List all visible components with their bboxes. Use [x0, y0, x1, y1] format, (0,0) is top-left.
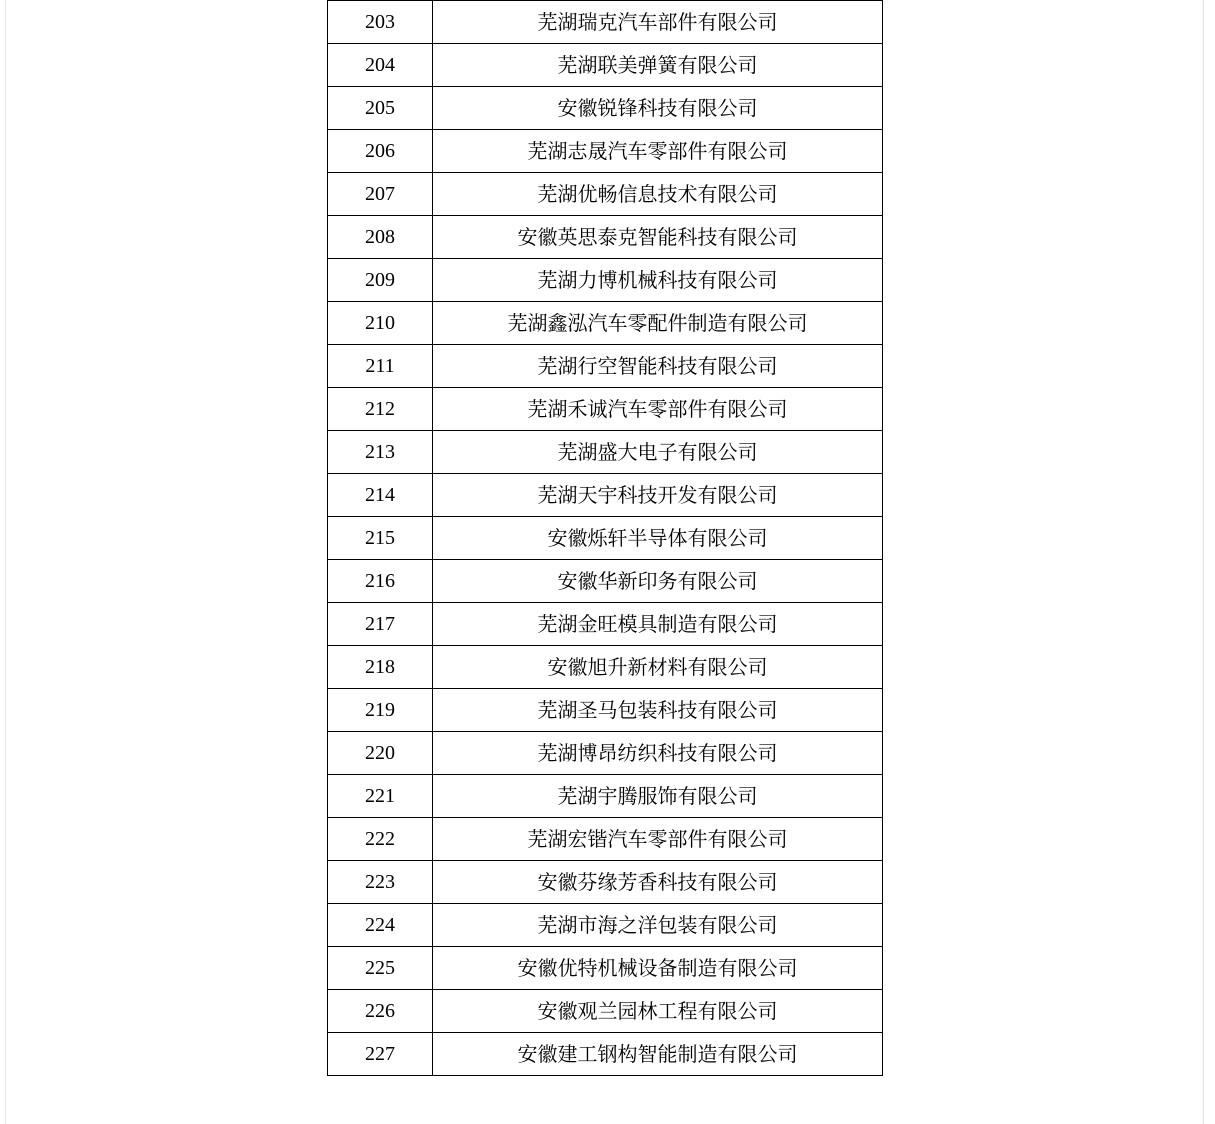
company-name-cell: 芜湖志晟汽车零部件有限公司 — [433, 130, 883, 173]
table-row — [328, 646, 883, 689]
row-number-cell: 219 — [328, 689, 433, 732]
table-row — [328, 259, 883, 302]
table-row — [328, 861, 883, 904]
company-name-cell: 芜湖力博机械科技有限公司 — [433, 259, 883, 302]
row-number-cell: 215 — [328, 517, 433, 560]
table-row — [328, 216, 883, 259]
row-number-cell: 224 — [328, 904, 433, 947]
company-name-cell: 安徽英思泰克智能科技有限公司 — [433, 216, 883, 259]
table-row — [328, 474, 883, 517]
table-row — [328, 388, 883, 431]
table-row — [328, 904, 883, 947]
row-number-cell: 204 — [328, 44, 433, 87]
row-number-cell: 227 — [328, 1033, 433, 1076]
row-number-cell: 211 — [328, 345, 433, 388]
company-name-cell: 安徽优特机械设备制造有限公司 — [433, 947, 883, 990]
table-row — [328, 345, 883, 388]
table-row — [328, 302, 883, 345]
row-number-cell: 207 — [328, 173, 433, 216]
table-row — [328, 130, 883, 173]
table-row — [328, 818, 883, 861]
table-row — [328, 990, 883, 1033]
company-name-cell: 芜湖宏锴汽车零部件有限公司 — [433, 818, 883, 861]
company-name-cell: 芜湖禾诚汽车零部件有限公司 — [433, 388, 883, 431]
table-row — [328, 173, 883, 216]
company-name-cell: 芜湖优畅信息技术有限公司 — [433, 173, 883, 216]
row-number-cell: 218 — [328, 646, 433, 689]
row-number-cell: 206 — [328, 130, 433, 173]
company-name-cell: 芜湖瑞克汽车部件有限公司 — [433, 1, 883, 44]
company-name-cell: 芜湖博昂纺织科技有限公司 — [433, 732, 883, 775]
row-number-cell: 220 — [328, 732, 433, 775]
company-name-cell: 安徽建工钢构智能制造有限公司 — [433, 1033, 883, 1076]
table-row — [328, 560, 883, 603]
row-number-cell: 209 — [328, 259, 433, 302]
company-name-cell: 安徽锐锋科技有限公司 — [433, 87, 883, 130]
table-body — [328, 1, 883, 1076]
table-row — [328, 517, 883, 560]
row-number-cell: 221 — [328, 775, 433, 818]
row-number-cell: 226 — [328, 990, 433, 1033]
row-number-cell: 208 — [328, 216, 433, 259]
company-name-cell: 安徽观兰园林工程有限公司 — [433, 990, 883, 1033]
company-name-cell: 安徽旭升新材料有限公司 — [433, 646, 883, 689]
row-number-cell: 225 — [328, 947, 433, 990]
company-name-cell: 芜湖圣马包装科技有限公司 — [433, 689, 883, 732]
company-name-cell: 芜湖盛大电子有限公司 — [433, 431, 883, 474]
row-number-cell: 223 — [328, 861, 433, 904]
company-list-table — [327, 0, 883, 1076]
table-row — [328, 775, 883, 818]
table-row — [328, 732, 883, 775]
row-number-cell: 222 — [328, 818, 433, 861]
row-number-cell: 203 — [328, 1, 433, 44]
company-name-cell: 安徽华新印务有限公司 — [433, 560, 883, 603]
company-name-cell: 安徽芬缘芳香科技有限公司 — [433, 861, 883, 904]
table-row — [328, 1033, 883, 1076]
company-name-cell: 芜湖宇腾服饰有限公司 — [433, 775, 883, 818]
row-number-cell: 210 — [328, 302, 433, 345]
company-name-cell: 芜湖联美弹簧有限公司 — [433, 44, 883, 87]
row-number-cell: 216 — [328, 560, 433, 603]
company-name-cell: 芜湖天宇科技开发有限公司 — [433, 474, 883, 517]
company-name-cell: 芜湖行空智能科技有限公司 — [433, 345, 883, 388]
table-row — [328, 44, 883, 87]
table-row — [328, 87, 883, 130]
row-number-cell: 217 — [328, 603, 433, 646]
row-number-cell: 212 — [328, 388, 433, 431]
row-number-cell: 214 — [328, 474, 433, 517]
table-row — [328, 689, 883, 732]
row-number-cell: 205 — [328, 87, 433, 130]
company-name-cell: 芜湖市海之洋包装有限公司 — [433, 904, 883, 947]
company-name-cell: 芜湖鑫泓汽车零配件制造有限公司 — [433, 302, 883, 345]
table-row — [328, 603, 883, 646]
table-row — [328, 947, 883, 990]
table-row — [328, 431, 883, 474]
company-name-cell: 芜湖金旺模具制造有限公司 — [433, 603, 883, 646]
company-name-cell: 安徽烁轩半导体有限公司 — [433, 517, 883, 560]
row-number-cell: 213 — [328, 431, 433, 474]
table-row — [328, 1, 883, 44]
